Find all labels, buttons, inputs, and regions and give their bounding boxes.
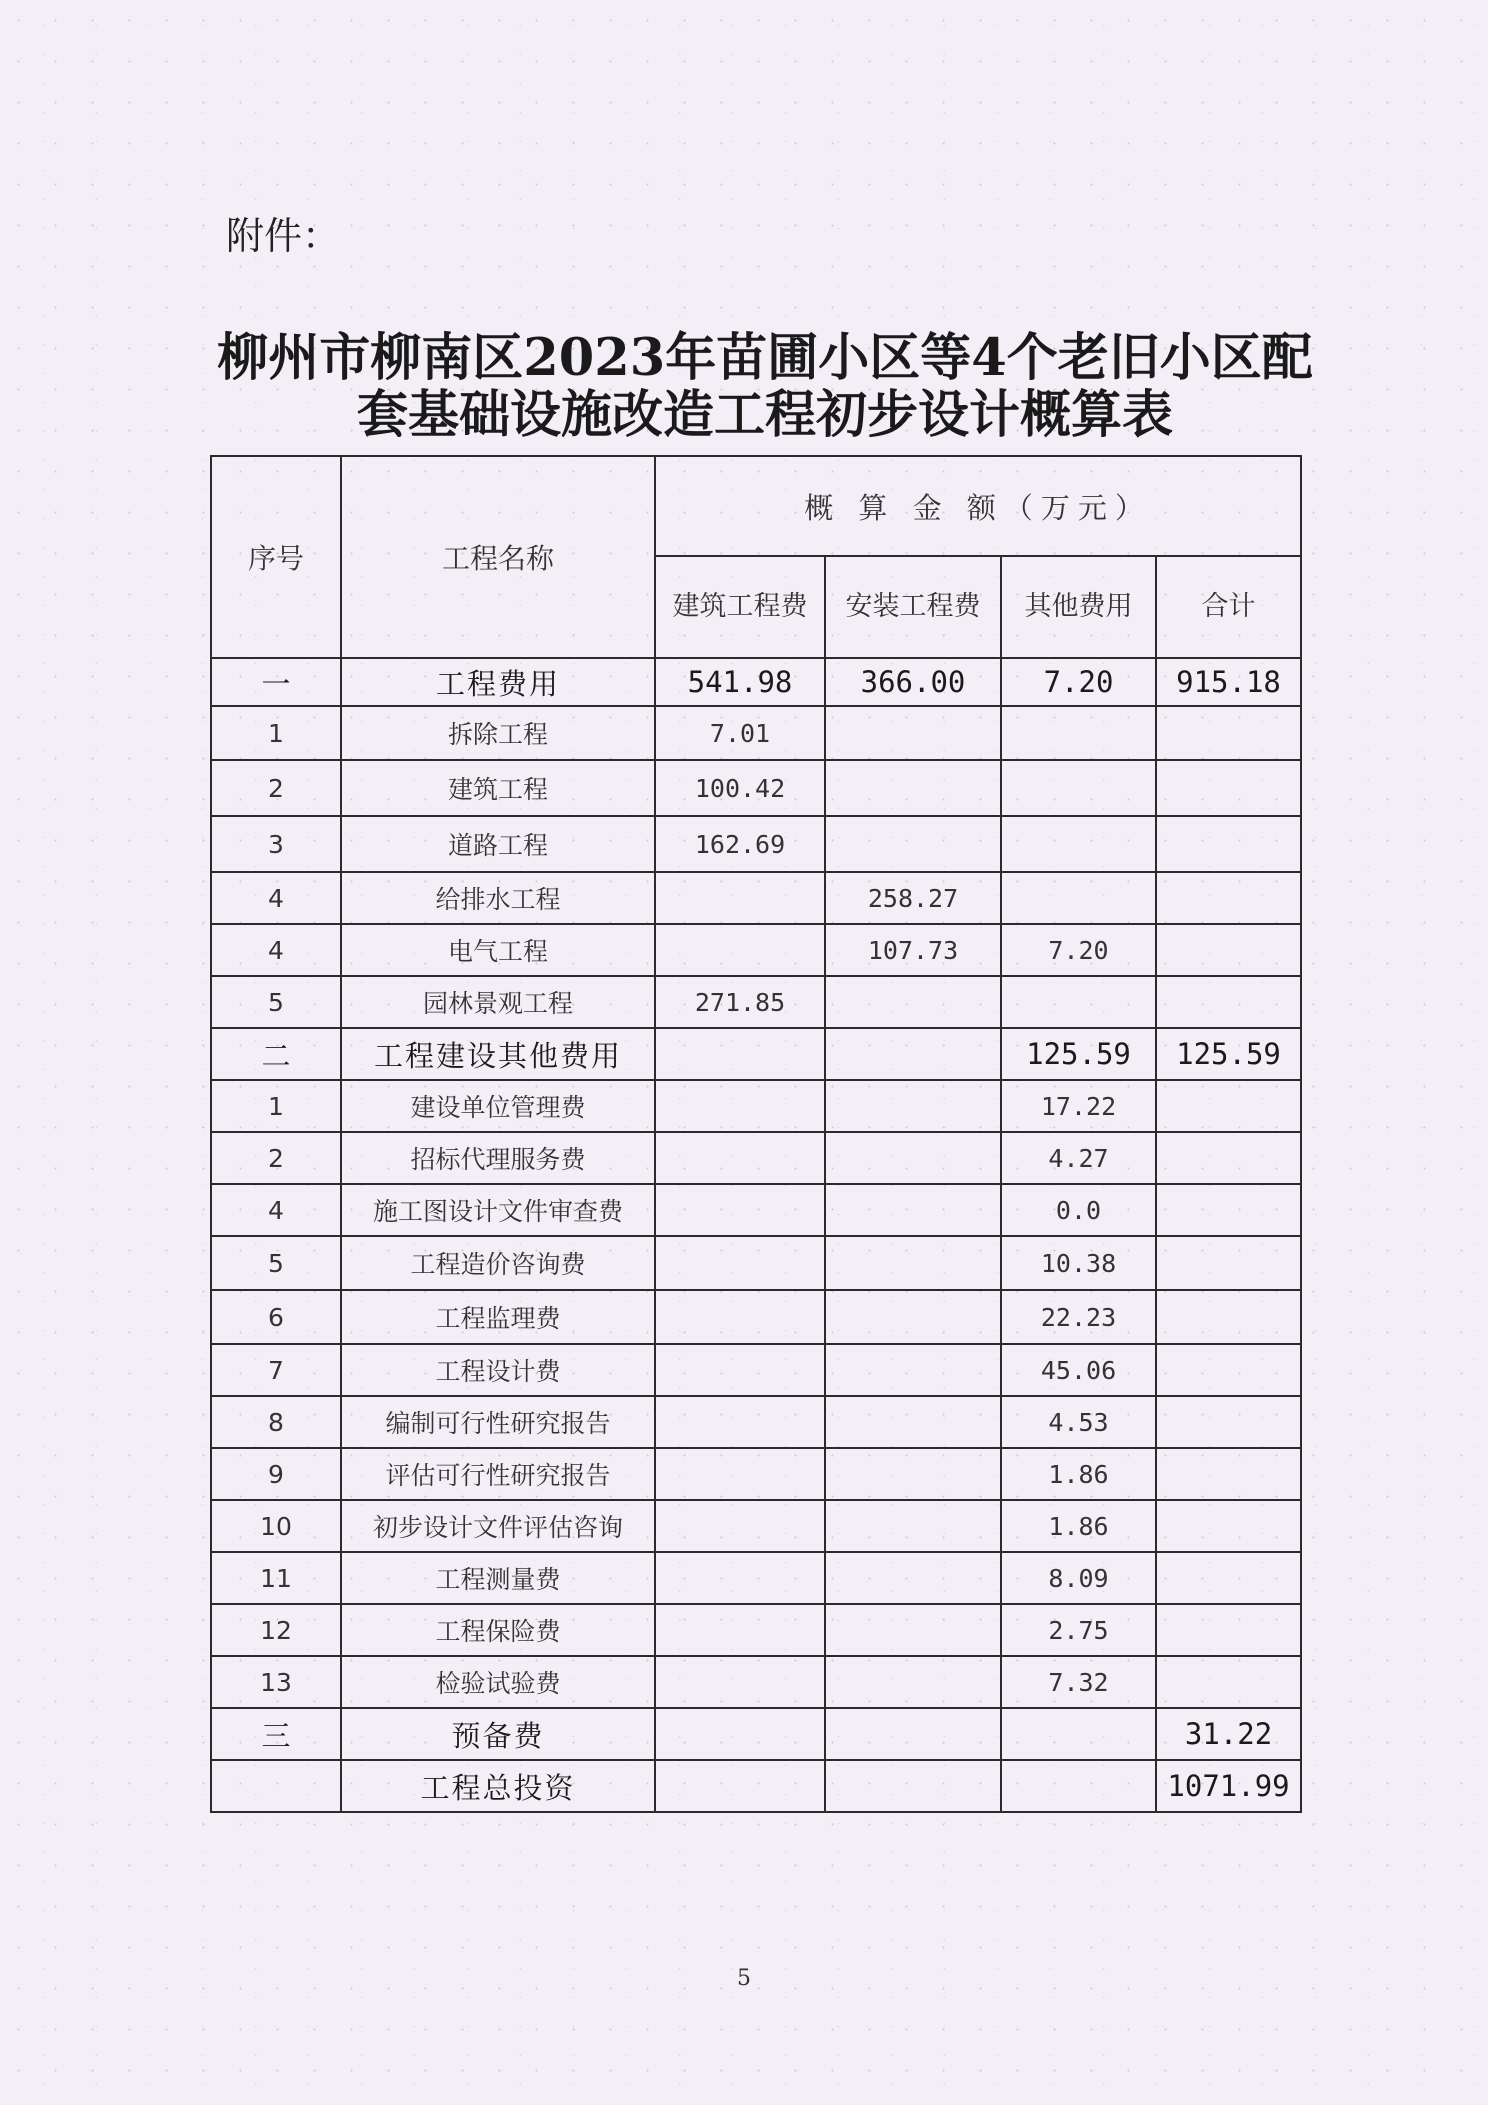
cell-install <box>825 1552 1001 1604</box>
cell-building <box>655 1604 825 1656</box>
cell-other: 7.32 <box>1001 1656 1156 1708</box>
cell-name: 工程费用 <box>341 658 655 706</box>
table-row <box>211 1132 1301 1184</box>
cell-other <box>1001 1760 1156 1812</box>
cell-name: 评估可行性研究报告 <box>341 1448 655 1500</box>
cell-total <box>1156 1236 1301 1290</box>
attachment-label: 附件： <box>226 214 341 258</box>
cell-other: 22.23 <box>1001 1290 1156 1344</box>
cell-name: 建筑工程 <box>341 760 655 816</box>
cell-other <box>1001 976 1156 1028</box>
cell-total <box>1156 760 1301 816</box>
cell-other: 1.86 <box>1001 1500 1156 1552</box>
cell-install <box>825 1236 1001 1290</box>
cell-other: 17.22 <box>1001 1080 1156 1132</box>
cell-install <box>825 706 1001 760</box>
cell-seq: 二 <box>211 1028 341 1080</box>
cell-install <box>825 1448 1001 1500</box>
table-row-category <box>211 1028 1301 1080</box>
cell-name: 工程设计费 <box>341 1344 655 1396</box>
header-seq: 序号 <box>211 456 341 658</box>
table-row-category <box>211 1760 1301 1812</box>
cell-name: 编制可行性研究报告 <box>341 1396 655 1448</box>
cell-building <box>655 1500 825 1552</box>
cell-install <box>825 1500 1001 1552</box>
cell-name: 预备费 <box>341 1708 655 1760</box>
cell-other: 0.0 <box>1001 1184 1156 1236</box>
cell-total <box>1156 1080 1301 1132</box>
cell-install <box>825 1344 1001 1396</box>
cell-building: 541.98 <box>655 658 825 706</box>
cell-seq: 11 <box>211 1552 341 1604</box>
table-row <box>211 706 1301 760</box>
cell-seq: 5 <box>211 976 341 1028</box>
cell-name: 拆除工程 <box>341 706 655 760</box>
cell-building <box>655 1760 825 1812</box>
cell-building: 100.42 <box>655 760 825 816</box>
cell-name: 工程总投资 <box>341 1760 655 1812</box>
cell-other: 7.20 <box>1001 658 1156 706</box>
cell-total: 1071.99 <box>1156 1760 1301 1812</box>
cell-install <box>825 1184 1001 1236</box>
table-row <box>211 1290 1301 1344</box>
cell-building <box>655 872 825 924</box>
cell-install <box>825 1604 1001 1656</box>
cell-install <box>825 1028 1001 1080</box>
cell-other: 2.75 <box>1001 1604 1156 1656</box>
cell-total <box>1156 1396 1301 1448</box>
cell-name: 工程建设其他费用 <box>341 1028 655 1080</box>
cell-building <box>655 1132 825 1184</box>
cell-seq: 2 <box>211 1132 341 1184</box>
cell-building <box>655 1344 825 1396</box>
budget-table <box>210 455 1302 1813</box>
header-name: 工程名称 <box>341 456 655 658</box>
cell-building <box>655 1236 825 1290</box>
cell-install <box>825 976 1001 1028</box>
cell-seq: 10 <box>211 1500 341 1552</box>
cell-install <box>825 1396 1001 1448</box>
cell-building <box>655 1080 825 1132</box>
cell-seq: 12 <box>211 1604 341 1656</box>
table-row <box>211 976 1301 1028</box>
table-row <box>211 1236 1301 1290</box>
cell-total <box>1156 1132 1301 1184</box>
cell-total: 31.22 <box>1156 1708 1301 1760</box>
cell-seq: 6 <box>211 1290 341 1344</box>
table-row-category <box>211 658 1301 706</box>
cell-seq: 9 <box>211 1448 341 1500</box>
document-title: 柳州市柳南区2023年苗圃小区等4个老旧小区配套基础设施改造工程初步设计概算表 <box>217 328 1313 446</box>
cell-name: 施工图设计文件审查费 <box>341 1184 655 1236</box>
table-row <box>211 1396 1301 1448</box>
cell-building <box>655 1028 825 1080</box>
cell-building <box>655 1396 825 1448</box>
cell-building <box>655 1552 825 1604</box>
cell-total <box>1156 1344 1301 1396</box>
cell-name: 道路工程 <box>341 816 655 872</box>
cell-install: 107.73 <box>825 924 1001 976</box>
cell-total: 915.18 <box>1156 658 1301 706</box>
cell-name: 电气工程 <box>341 924 655 976</box>
cell-seq: 3 <box>211 816 341 872</box>
cell-seq: 三 <box>211 1708 341 1760</box>
table-row <box>211 1184 1301 1236</box>
cell-install: 258.27 <box>825 872 1001 924</box>
cell-seq: 2 <box>211 760 341 816</box>
table-row <box>211 1080 1301 1132</box>
cell-total <box>1156 872 1301 924</box>
header-building-cost: 建筑工程费 <box>655 556 825 658</box>
cell-install <box>825 816 1001 872</box>
table-row <box>211 924 1301 976</box>
cell-total <box>1156 1604 1301 1656</box>
cell-install <box>825 1708 1001 1760</box>
cell-other <box>1001 872 1156 924</box>
cell-other <box>1001 816 1156 872</box>
cell-total <box>1156 924 1301 976</box>
cell-install <box>825 1132 1001 1184</box>
cell-total <box>1156 976 1301 1028</box>
table-row <box>211 1344 1301 1396</box>
table-row-category <box>211 1708 1301 1760</box>
cell-name: 建设单位管理费 <box>341 1080 655 1132</box>
cell-other: 1.86 <box>1001 1448 1156 1500</box>
cell-seq: 5 <box>211 1236 341 1290</box>
cell-install: 366.00 <box>825 658 1001 706</box>
cell-seq: 8 <box>211 1396 341 1448</box>
cell-name: 园林景观工程 <box>341 976 655 1028</box>
cell-seq: 13 <box>211 1656 341 1708</box>
cell-building: 162.69 <box>655 816 825 872</box>
cell-name: 招标代理服务费 <box>341 1132 655 1184</box>
header-other-cost: 其他费用 <box>1001 556 1156 658</box>
cell-other <box>1001 1708 1156 1760</box>
cell-seq: 4 <box>211 1184 341 1236</box>
cell-other: 45.06 <box>1001 1344 1156 1396</box>
cell-building <box>655 1448 825 1500</box>
cell-building <box>655 1290 825 1344</box>
cell-building <box>655 1656 825 1708</box>
cell-other: 7.20 <box>1001 924 1156 976</box>
table-row <box>211 1500 1301 1552</box>
cell-seq: 4 <box>211 872 341 924</box>
cell-install <box>825 760 1001 816</box>
table-row <box>211 1552 1301 1604</box>
cell-total <box>1156 1552 1301 1604</box>
table-row <box>211 760 1301 816</box>
cell-other: 125.59 <box>1001 1028 1156 1080</box>
header-amount-group: 概 算 金 额（万元） <box>655 456 1301 556</box>
cell-other: 8.09 <box>1001 1552 1156 1604</box>
cell-other: 4.27 <box>1001 1132 1156 1184</box>
cell-total <box>1156 816 1301 872</box>
cell-seq: 1 <box>211 1080 341 1132</box>
cell-name: 工程测量费 <box>341 1552 655 1604</box>
cell-name: 检验试验费 <box>341 1656 655 1708</box>
cell-total <box>1156 706 1301 760</box>
cell-other <box>1001 760 1156 816</box>
cell-seq: 一 <box>211 658 341 706</box>
cell-building: 271.85 <box>655 976 825 1028</box>
cell-building <box>655 1708 825 1760</box>
header-install-cost: 安装工程费 <box>825 556 1001 658</box>
cell-other: 4.53 <box>1001 1396 1156 1448</box>
cell-name: 工程监理费 <box>341 1290 655 1344</box>
table-row <box>211 1656 1301 1708</box>
cell-name: 初步设计文件评估咨询 <box>341 1500 655 1552</box>
table-row <box>211 1448 1301 1500</box>
cell-install <box>825 1080 1001 1132</box>
cell-total: 125.59 <box>1156 1028 1301 1080</box>
cell-total <box>1156 1448 1301 1500</box>
table-row <box>211 872 1301 924</box>
cell-total <box>1156 1500 1301 1552</box>
cell-building <box>655 924 825 976</box>
table-body <box>211 658 1301 1812</box>
cell-total <box>1156 1290 1301 1344</box>
table-row <box>211 816 1301 872</box>
cell-install <box>825 1760 1001 1812</box>
table-row <box>211 1604 1301 1656</box>
cell-name: 工程造价咨询费 <box>341 1236 655 1290</box>
page-number: 5 <box>737 1966 751 1991</box>
cell-seq: 4 <box>211 924 341 976</box>
header-total: 合计 <box>1156 556 1301 658</box>
cell-building: 7.01 <box>655 706 825 760</box>
cell-other <box>1001 706 1156 760</box>
cell-total <box>1156 1656 1301 1708</box>
cell-install <box>825 1656 1001 1708</box>
cell-name: 给排水工程 <box>341 872 655 924</box>
cell-install <box>825 1290 1001 1344</box>
cell-seq <box>211 1760 341 1812</box>
cell-name: 工程保险费 <box>341 1604 655 1656</box>
cell-seq: 1 <box>211 706 341 760</box>
cell-building <box>655 1184 825 1236</box>
cell-seq: 7 <box>211 1344 341 1396</box>
cell-total <box>1156 1184 1301 1236</box>
cell-other: 10.38 <box>1001 1236 1156 1290</box>
